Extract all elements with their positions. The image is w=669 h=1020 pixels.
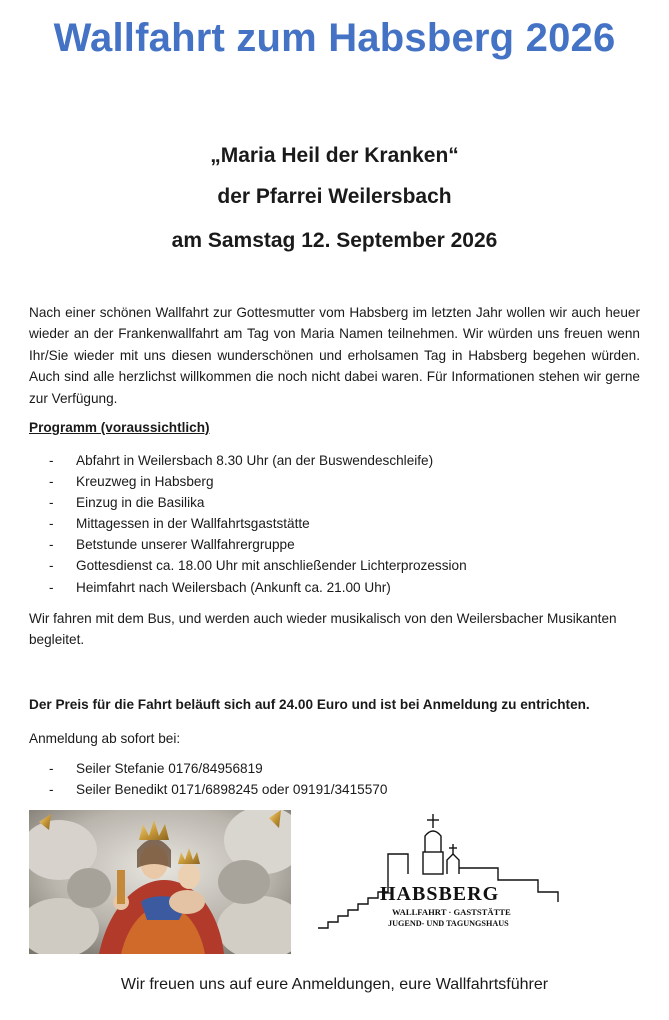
price-note: Der Preis für die Fahrt beläuft sich auf 24.00 Euro und ist bei Anmeldung zu entrichten. (29, 697, 590, 712)
subtitle-parish: der Pfarrei Weilersbach (217, 185, 452, 208)
habsberg-logo (308, 814, 572, 934)
subtitle-date: am Samstag 12. September 2026 (171, 229, 498, 252)
bullet-dash: - (49, 474, 54, 490)
bullet-dash: - (49, 782, 54, 798)
page-title: Wallfahrt zum Habsberg 2026 (53, 16, 616, 60)
bullet-dash: - (49, 558, 54, 574)
madonna-image (29, 810, 291, 954)
svg-text:HABSBERG: HABSBERG (380, 883, 500, 905)
bus-note: Wir fahren mit dem Bus, und werden auch wieder musikalisch von den Weilersbacher Musikanten begleitet. (29, 611, 617, 648)
intro-paragraph: Nach einer schönen Wallfahrt zur Gottesmutter vom Habsberg im letzten Jahr wollen wir auch heuer wieder an der Frankenwallfahrt am Tag von Maria Namen teilnehmen. Wir würden uns freuen wenn Ihr/Sie wieder mit uns diesen wunderschönen und erholsamen Tag in Habsberg begehen würden. Auch sind alle herzlichst willkommen die noch nicht dabei waren. Für Informationen stehen wir gerne zur Verfügung. (29, 305, 640, 406)
program-heading: Programm (voraussichtlich) (29, 420, 210, 435)
bullet-dash: - (49, 516, 54, 532)
bullet-dash: - (49, 495, 54, 511)
footer-text: Wir freuen uns auf eure Anmeldungen, eure Wallfahrtsführer (120, 976, 549, 993)
bullet-dash: - (49, 579, 54, 595)
subtitle-motto: „Maria Heil der Kranken“ (210, 144, 459, 167)
bullet-dash: - (49, 761, 54, 776)
flyer-page: Wallfahrt zum Habsberg 2026 „Maria Heil der Kranken“ der Pfarrei Weilersbach am Samstag 12. September 2026 Nach einer schönen Wallfahrt zur Gottesmutter vom Habsberg im letzten Jahr wollen wir auch heuer wieder an der Frankenwallfahrt am Tag von Maria Namen teilnehmen. Wir würden uns freuen wenn Ihr/Sie wieder mit uns diesen wunderschönen und erholsamen Tag in Habsberg begehen würden. Auch sind alle herzlichst willkommen die noch nicht dabei waren. Für Informationen stehen wir gerne zur Verfügung. Programm (voraussichtlich) - Abfahrt in Weilersbach 8.30 Uhr (an der Buswendeschleife) - Kreuzweg in Habsberg - Einzug in die Basilika - Mittagessen in der Wallfahrtsgaststätte - Betstunde unserer Wallfahrergruppe - Gottesdienst ca. 18.00 Uhr mit anschließender Lichterprozession - Heimfahrt nach Weilersbach (Ankunft ca. 21.00 Uhr) Wir fahren mit dem Bus, und werden auch wieder musikalisch von den Weilersbacher Musikanten begleitet. Der Preis für die Fahrt beläuft sich auf 24.00 Euro und ist bei Anmeldung zu entrichten. Anmeldung ab sofort bei: - Seiler Stefanie 0176/84956819 - Seiler Benedikt 0171/6898245 oder 09191/3415570 HABSBERG WALLFAHRT · GASTSTÄTTE JUGEND- UND TAGUNGSHAUS Wir freuen uns auf eure Anmeldungen, eure Wallfahrtsführer (0, 0, 669, 1020)
bullet-dash: - (49, 537, 54, 553)
svg-text:WALLFAHRT · GASTSTÄTTE: WALLFAHRT · GASTSTÄTTE (392, 907, 511, 917)
svg-text:JUGEND- UND TAGUNGSHAUS: JUGEND- UND TAGUNGSHAUS (388, 919, 509, 928)
registration-label: Anmeldung ab sofort bei: (29, 731, 181, 746)
bullet-dash: - (49, 453, 54, 468)
